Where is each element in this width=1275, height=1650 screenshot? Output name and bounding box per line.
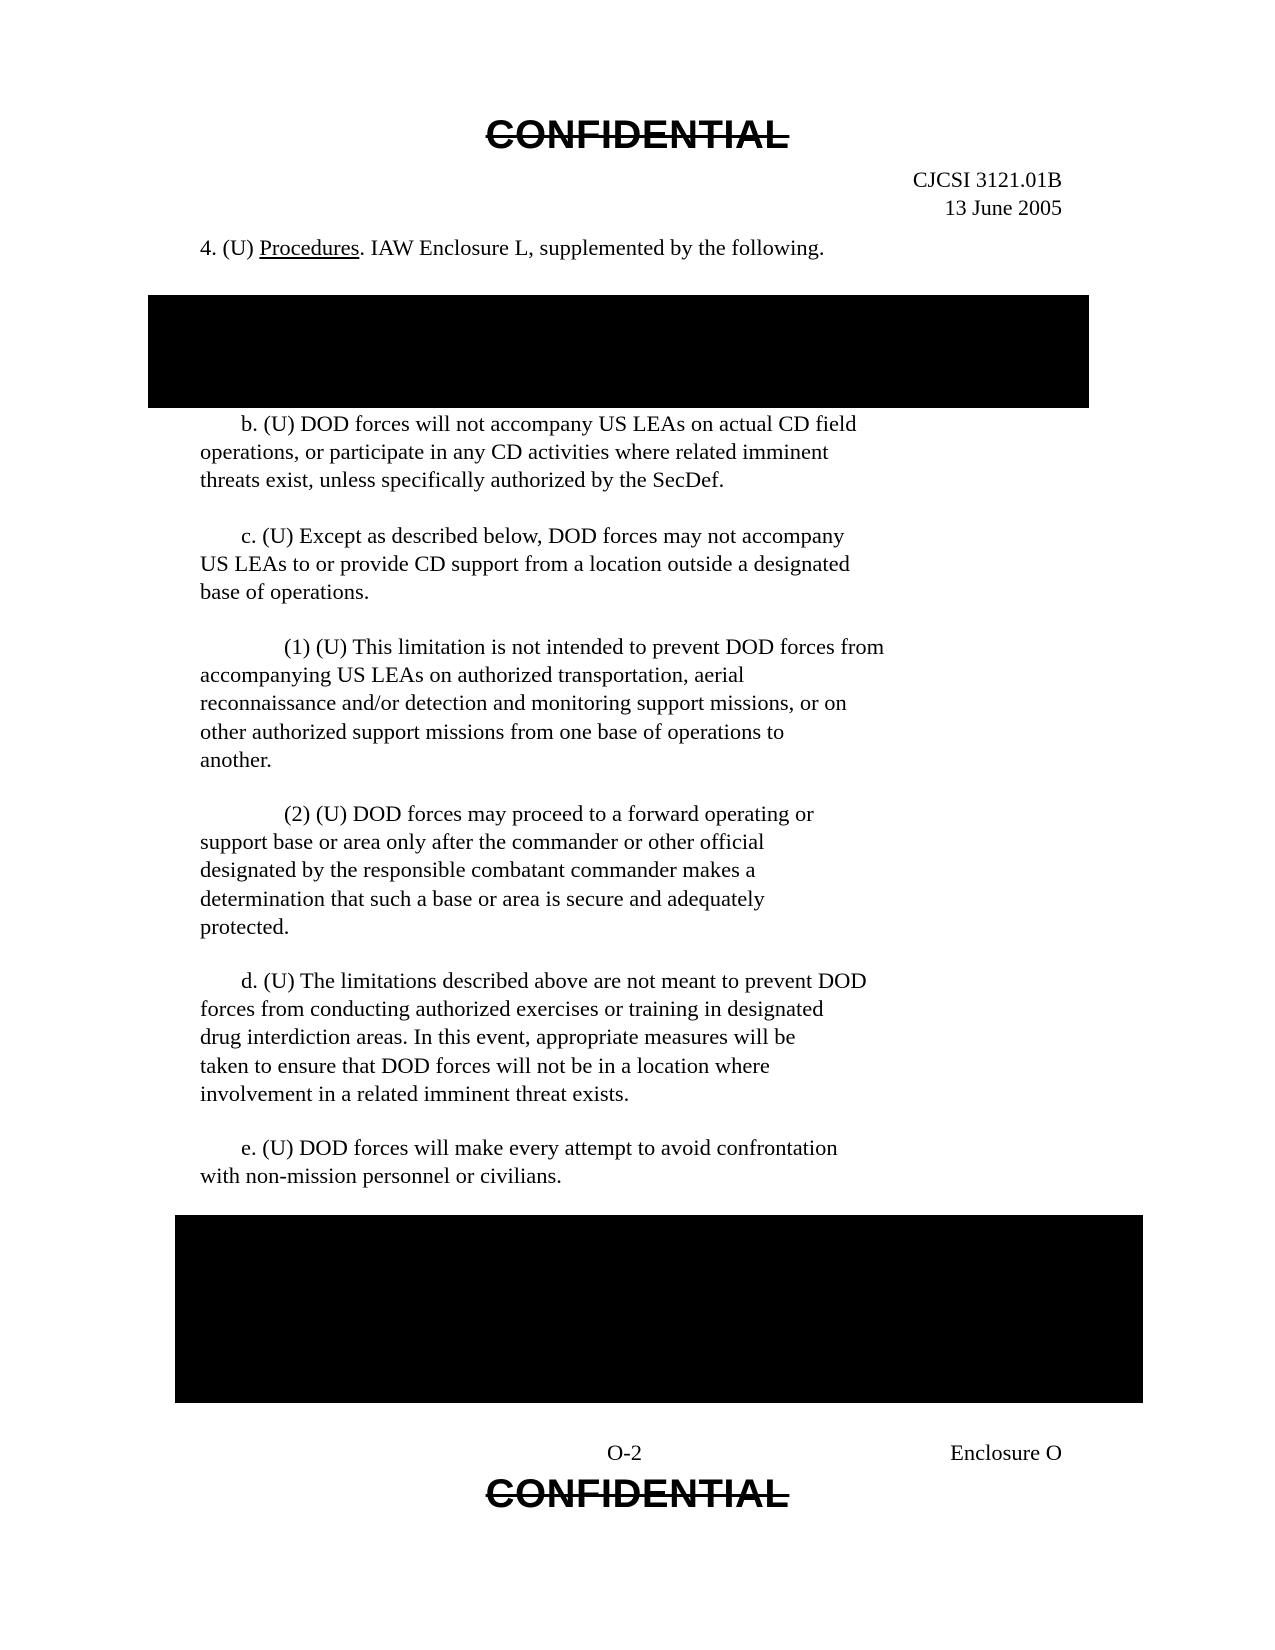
paragraph-d	[200, 967, 867, 1108]
paragraph-line: accompanying US LEAs on authorized transportation, aerial	[200, 662, 745, 688]
paragraph-line: b. (U) DOD forces will not accompany US LEAs on actual CD field	[241, 411, 857, 436]
classification-banner-bottom	[0, 1470, 1275, 1518]
paragraph-c1	[200, 633, 884, 774]
paragraph-line: with non-mission personnel or civilians.	[200, 1163, 562, 1189]
paragraph-line: operations, or participate in any CD activities where related imminent	[200, 439, 829, 465]
page-number: O-2	[607, 1440, 642, 1465]
paragraph-line: protected.	[200, 913, 290, 939]
document-identifier	[913, 166, 1062, 222]
classification-marking-bottom: CONFIDENTIAL	[485, 1472, 790, 1516]
section-title: Procedures	[259, 235, 360, 260]
paragraph-b	[200, 410, 856, 495]
paragraph-e	[200, 1134, 838, 1190]
document-number: CJCSI 3121.01B	[912, 167, 1062, 192]
paragraph-line: other authorized support missions from one base of operations to	[200, 718, 785, 744]
paragraph-line: reconnaissance and/or detection and monitoring support missions, or on	[200, 690, 847, 716]
paragraph-line: forces from conducting authorized exercises or training in designated	[200, 996, 824, 1022]
section-4-heading	[200, 234, 825, 262]
classification-banner-top	[0, 111, 1275, 159]
enclosure-label: Enclosure O	[950, 1440, 1062, 1465]
paragraph-line: designated by the responsible combatant commander makes a	[200, 857, 756, 883]
section-text: IAW Enclosure L, supplemented by the following.	[364, 235, 825, 260]
redaction-block-1	[148, 295, 1089, 408]
paragraph-line: drug interdiction areas. In this event, appropriate measures will be	[200, 1024, 796, 1050]
paragraph-line: support base or area only after the commander or other official	[200, 829, 765, 855]
paragraph-line: base of operations.	[200, 579, 370, 605]
paragraph-line: e. (U) DOD forces will make every attempt to avoid confrontation	[241, 1135, 838, 1160]
document-date: 13 June 2005	[944, 195, 1062, 220]
classification-marking-top: CONFIDENTIAL	[485, 113, 790, 157]
paragraph-line: (1) (U) This limitation is not intended to prevent DOD forces from	[284, 634, 885, 659]
section-number: 4.	[200, 235, 217, 260]
paragraph-line: US LEAs to or provide CD support from a location outside a designated	[200, 551, 850, 577]
paragraph-line: d. (U) The limitations described above are not meant to prevent DOD	[241, 968, 867, 993]
paragraph-line: another.	[200, 746, 272, 772]
paragraph-line: involvement in a related imminent threat exists.	[200, 1080, 630, 1106]
section-marking: (U)	[222, 235, 254, 260]
section-title-punct: .	[359, 235, 365, 260]
paragraph-c	[200, 522, 850, 607]
paragraph-line: taken to ensure that DOD forces will not be in a location where	[200, 1052, 770, 1078]
paragraph-line: (2) (U) DOD forces may proceed to a forward operating or	[284, 801, 814, 826]
paragraph-line: c. (U) Except as described below, DOD forces may not accompany	[241, 523, 845, 548]
paragraph-line: threats exist, unless specifically authorized by the SecDef.	[200, 467, 725, 493]
paragraph-c2	[200, 800, 814, 941]
paragraph-line: determination that such a base or area is secure and adequately	[200, 885, 765, 911]
redaction-block-2	[175, 1215, 1143, 1403]
